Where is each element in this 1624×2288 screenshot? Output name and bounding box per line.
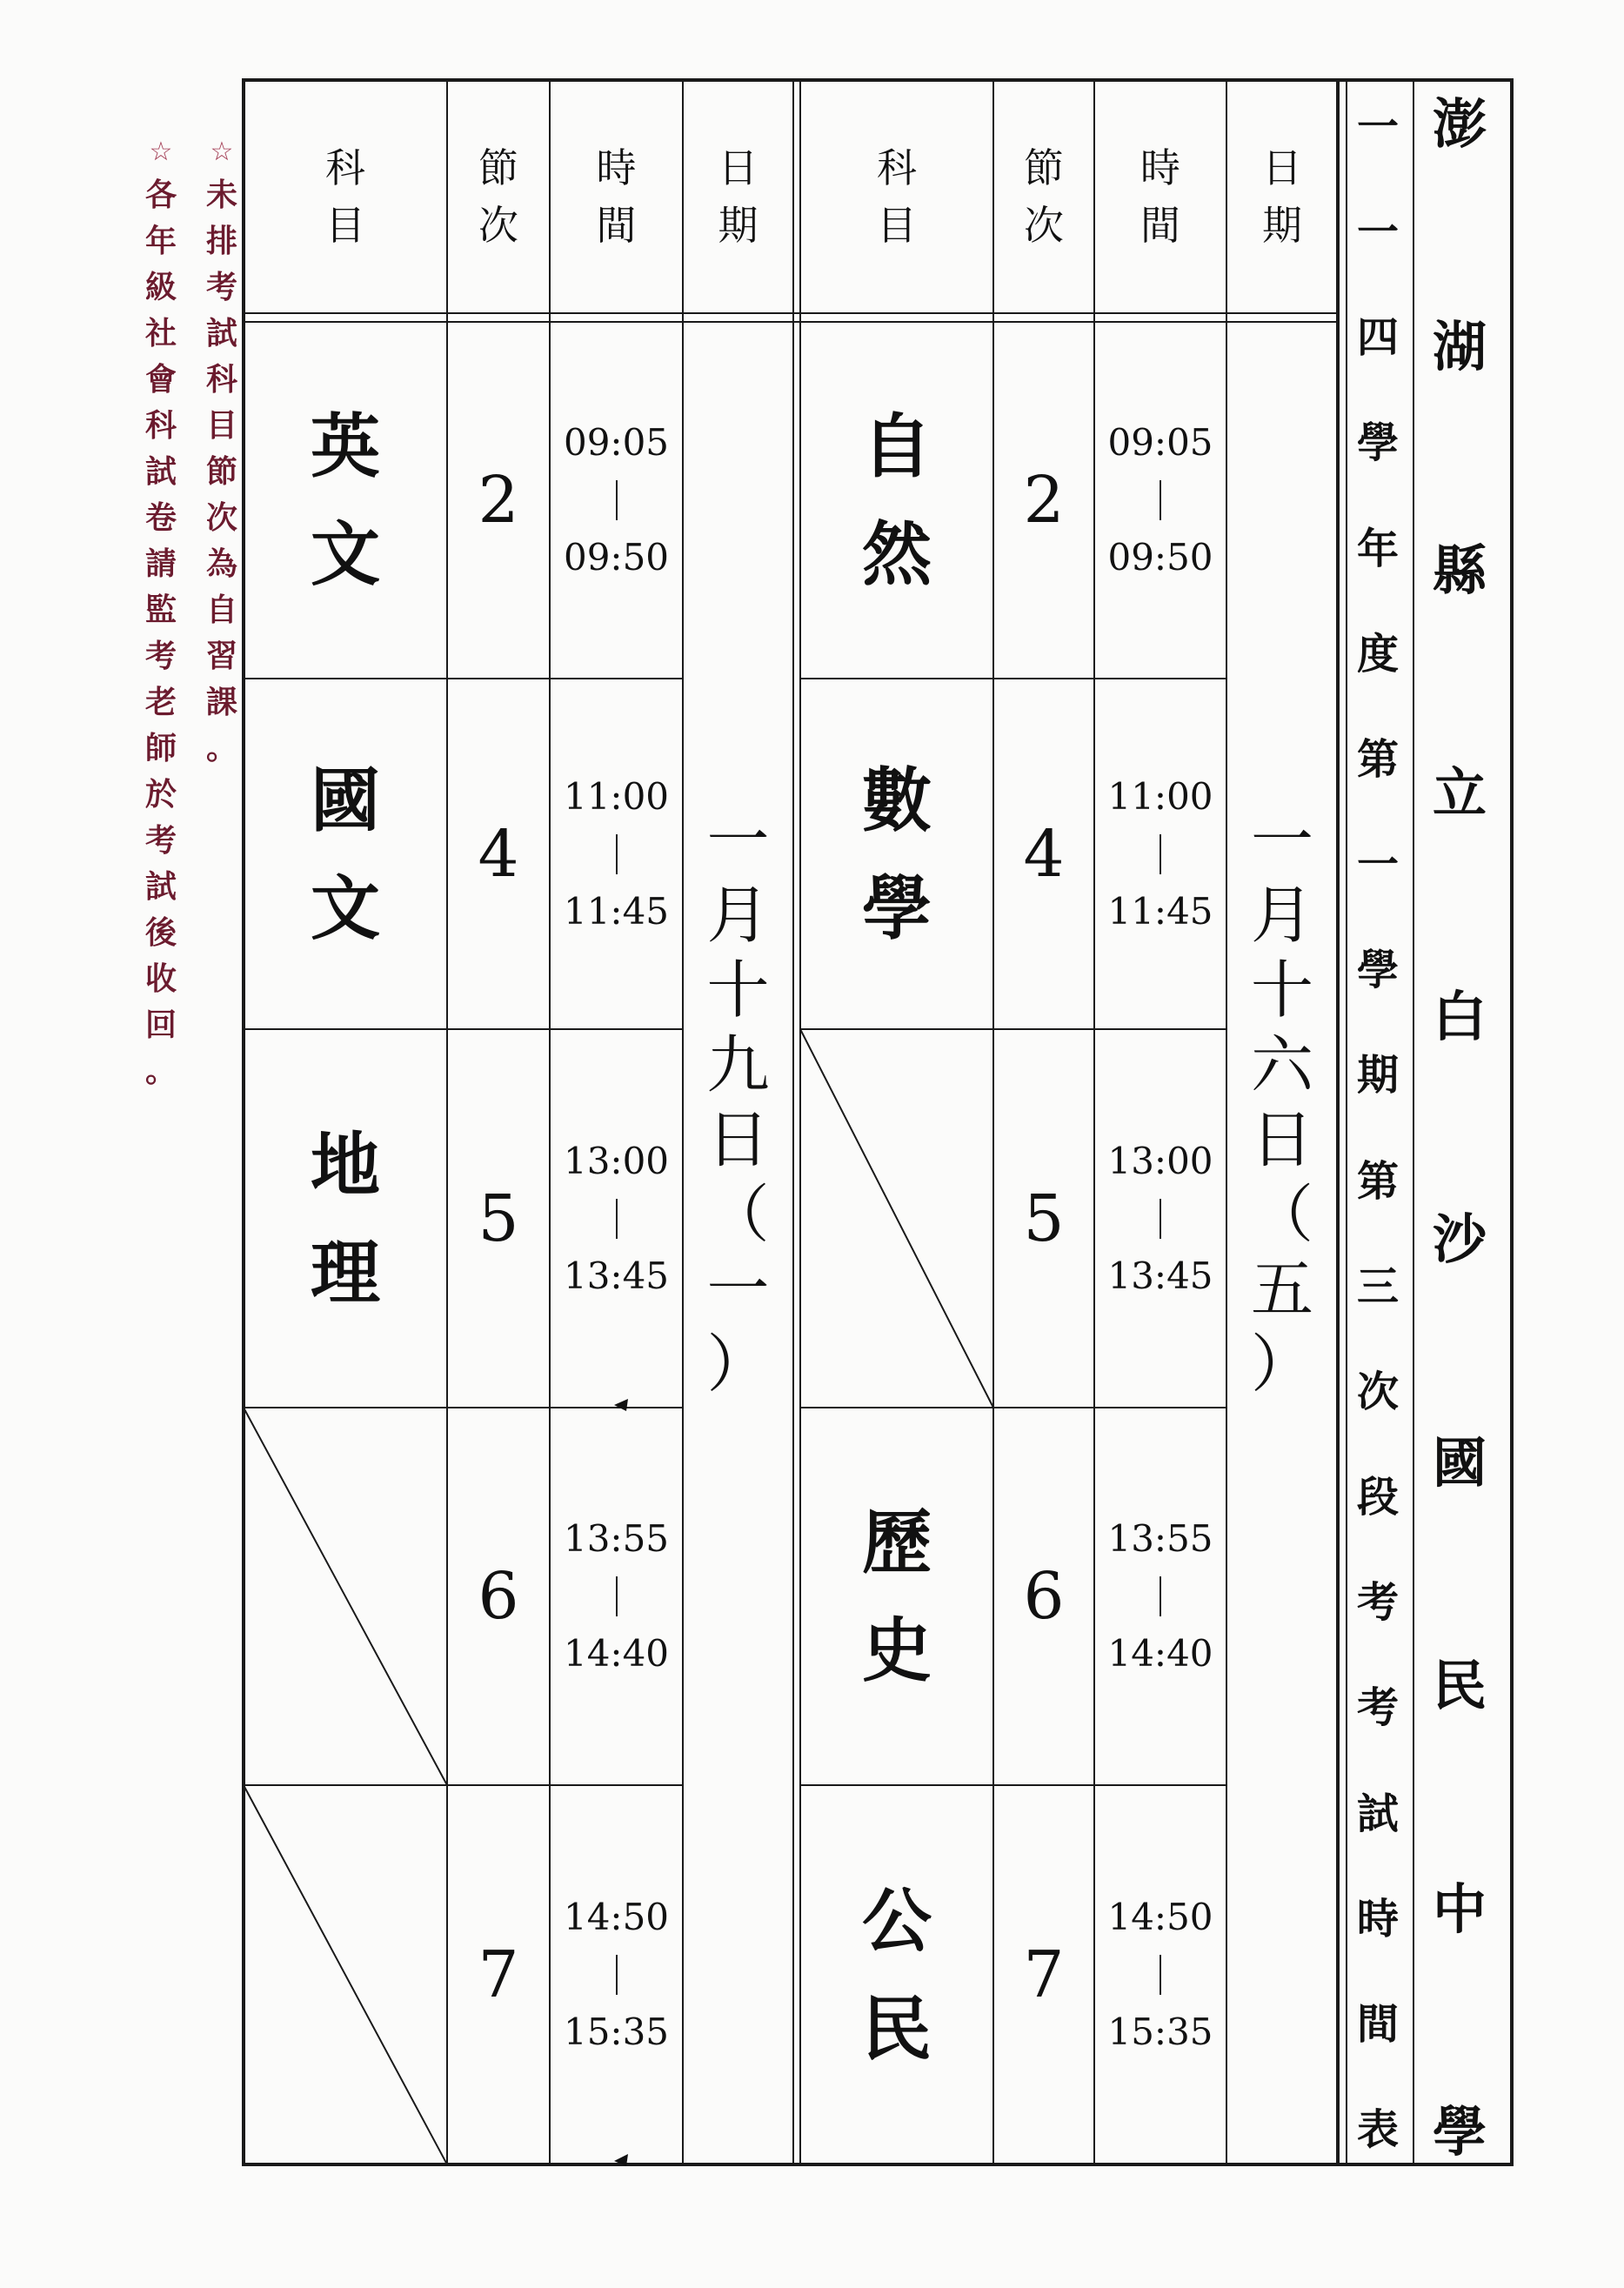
header-subject: 科 目	[325, 144, 365, 249]
time-separator	[616, 1955, 618, 1995]
header-subject: 科 目	[877, 144, 917, 249]
end-time: 15:35	[563, 2010, 670, 2053]
header-date: 日 期	[1262, 144, 1302, 249]
subject-cell: 自 然	[862, 405, 932, 595]
time-separator	[1160, 1199, 1161, 1239]
time-cell	[550, 1029, 683, 1408]
end-time: 15:35	[1107, 2010, 1213, 2053]
note-text: 未 排 考 試 科 目 節 次 為 自 習 課 。	[205, 177, 237, 766]
end-time: 09:50	[563, 536, 670, 579]
note-text: 各 年 級 社 會 科 試 卷 請 監 考 老 師 於 考 試 後 收 回 。	[144, 177, 177, 1089]
end-time: 14:40	[1107, 1632, 1213, 1675]
subject-cell: 地 理	[311, 1123, 380, 1314]
end-time: 13:45	[1107, 1254, 1213, 1297]
time-separator	[1160, 480, 1161, 520]
star-icon: ☆	[149, 137, 173, 167]
period-cell: 5	[1023, 1181, 1065, 1256]
period-cell: 6	[478, 1559, 519, 1634]
time-cell	[550, 679, 683, 1029]
note-collect-papers	[141, 139, 181, 1102]
period-cell: 4	[1023, 816, 1065, 892]
time-cell	[550, 322, 683, 679]
header-time: 時 間	[1140, 144, 1180, 249]
star-icon: ☆	[210, 137, 234, 167]
start-time: 13:55	[563, 1517, 670, 1560]
start-time: 13:55	[1107, 1517, 1213, 1560]
header-date: 日 期	[718, 144, 759, 249]
period-cell: 2	[478, 463, 519, 538]
time-cell	[1094, 1408, 1226, 1785]
end-time: 11:45	[1107, 889, 1213, 933]
time-cell	[1094, 1029, 1226, 1408]
time-separator	[616, 1199, 618, 1239]
day2-date: 一 月 十 九 日 （ 一 ）	[706, 804, 770, 1401]
time-separator	[616, 1576, 618, 1616]
start-time: 11:00	[563, 774, 670, 818]
period-cell: 7	[478, 1937, 519, 2012]
exam-subtitle: 一 一 四 學 年 度 第 一 學 期 第 三 次 段 考 考 試 時 間 表	[1356, 103, 1399, 2154]
end-time: 09:50	[1107, 536, 1213, 579]
time-cell	[1094, 1785, 1226, 2164]
time-separator	[1160, 834, 1161, 874]
subject-cell: 國 文	[311, 759, 380, 949]
start-time: 11:00	[1107, 774, 1213, 818]
start-time: 09:05	[563, 421, 670, 464]
header-period: 節 次	[1024, 144, 1064, 249]
time-cell	[550, 1408, 683, 1785]
start-time: 14:50	[1107, 1896, 1213, 1938]
end-time: 11:45	[563, 889, 670, 933]
time-cell	[1094, 679, 1226, 1029]
time-separator	[616, 480, 618, 520]
school-title: 澎 湖 縣 立 白 沙 國 民 中 學	[1432, 92, 1487, 2164]
period-cell: 7	[1023, 1937, 1065, 2012]
end-time: 13:45	[563, 1254, 670, 1297]
subject-cell: 數 學	[862, 759, 932, 949]
period-cell: 6	[1023, 1559, 1065, 1634]
header-period: 節 次	[478, 144, 518, 249]
time-cell	[550, 1785, 683, 2164]
start-time: 09:05	[1107, 421, 1213, 464]
period-cell: 5	[478, 1181, 519, 1256]
subject-cell: 英 文	[311, 405, 380, 595]
note-self-study	[202, 139, 242, 779]
period-cell: 4	[478, 816, 519, 892]
start-time: 13:00	[563, 1139, 670, 1182]
time-separator	[616, 834, 618, 874]
end-time: 14:40	[563, 1632, 670, 1675]
subject-cell: 公 民	[862, 1880, 932, 2070]
day1-date: 一 月 十 六 日 （ 五 ）	[1250, 804, 1313, 1401]
header-time: 時 間	[596, 144, 637, 249]
time-cell	[1094, 322, 1226, 679]
start-time: 13:00	[1107, 1139, 1213, 1182]
period-cell: 2	[1023, 463, 1065, 538]
start-time: 14:50	[563, 1896, 670, 1938]
subject-cell: 歷 史	[862, 1502, 932, 1691]
time-separator	[1160, 1576, 1161, 1616]
time-separator	[1160, 1955, 1161, 1995]
